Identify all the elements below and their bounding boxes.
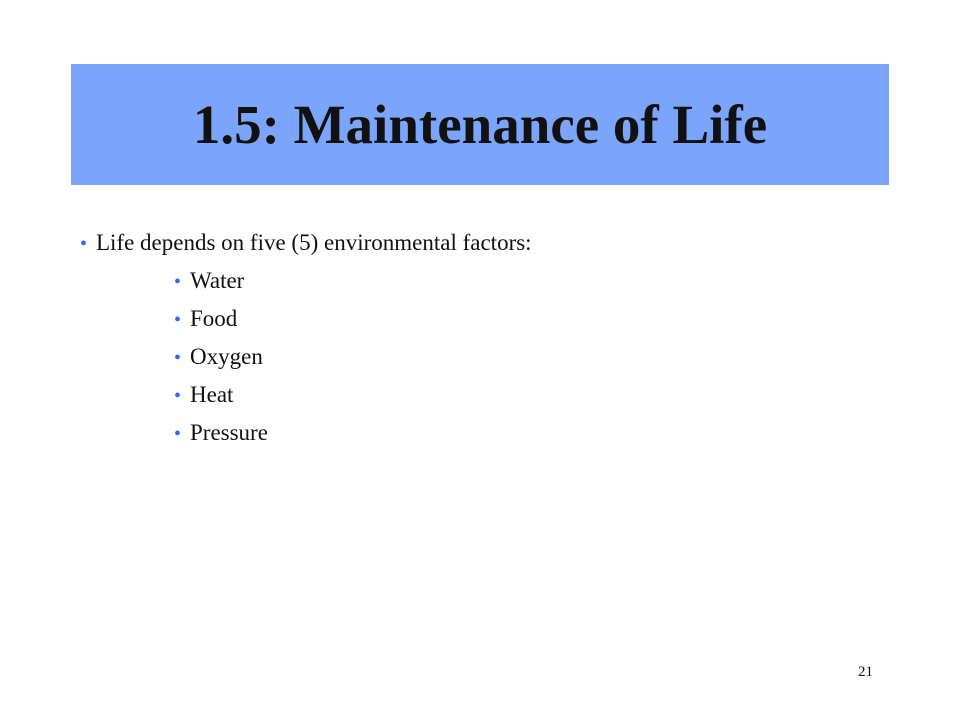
list-item-food	[80, 300, 860, 338]
list-item-oxygen	[80, 338, 860, 376]
bullet-icon: •	[174, 347, 182, 369]
bullet-icon: •	[174, 271, 182, 293]
bullet-icon: •	[174, 309, 182, 331]
list-item-pressure	[80, 414, 860, 452]
list-item-text: Pressure	[190, 420, 268, 445]
slide-title: 1.5: Maintenance of Life	[192, 94, 768, 155]
bullet-icon: •	[174, 385, 182, 407]
bullet-icon: •	[80, 233, 88, 255]
list-item-text: Water	[190, 268, 245, 293]
list-item-text: Food	[190, 306, 238, 331]
bullet-list	[80, 224, 860, 452]
bullet-icon: •	[174, 423, 182, 445]
list-item-text: Oxygen	[190, 344, 263, 369]
list-item-heat	[80, 376, 860, 414]
list-item-text: Life depends on five (5) environmental factors:	[96, 230, 532, 255]
list-item-text: Heat	[190, 382, 234, 407]
slide-number: 21	[858, 664, 873, 680]
list-item-main	[80, 224, 860, 262]
title-bar	[71, 64, 889, 185]
list-item-water	[80, 262, 860, 300]
